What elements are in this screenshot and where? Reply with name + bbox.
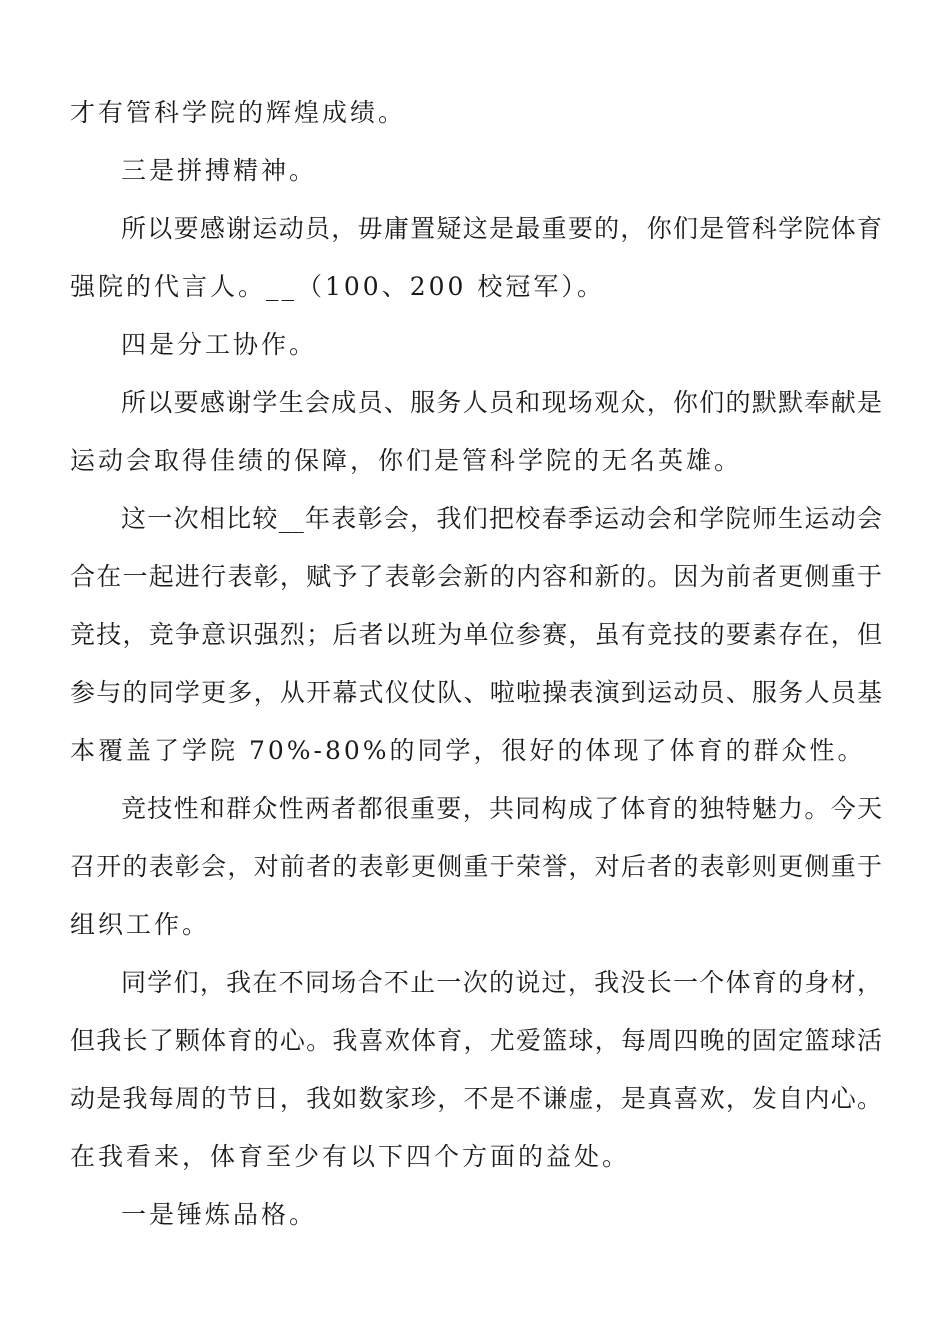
text-line: 本覆盖了学院 70%-80%的同学，很好的体现了体育的群众性。	[70, 736, 866, 765]
text-line: 这一次相比较__年表彰会，我们把校春季运动会和学院师生运动会	[121, 504, 882, 533]
text-line: 召开的表彰会，对前者的表彰更侧重于荣誉，对后者的表彰则更侧重于	[70, 852, 882, 881]
text-line: 但我长了颗体育的心。我喜欢体育，尤爱篮球，每周四晚的固定篮球活	[70, 1026, 882, 1055]
text-line: 动是我每周的节日，我如数家珍，不是不谦虚，是真喜欢，发自内心。	[70, 1084, 882, 1113]
text-line: 所以要感谢学生会成员、服务人员和现场观众，你们的默默奉献是	[121, 388, 882, 417]
text-line: 竞技，竞争意识强烈；后者以班为单位参赛，虽有竞技的要素存在，但	[70, 620, 882, 649]
section-heading: 三是拼搏精神。	[121, 156, 318, 185]
section-heading: 四是分工协作。	[121, 330, 318, 359]
text-line: 运动会取得佳绩的保障，你们是管科学院的无名英雄。	[70, 446, 743, 475]
text-line: 强院的代言人。__（100、200 校冠军）。	[70, 272, 605, 301]
text-line: 合在一起进行表彰，赋予了表彰会新的内容和新的。因为前者更侧重于	[70, 562, 882, 591]
text-line: 参与的同学更多，从开幕式仪仗队、啦啦操表演到运动员、服务人员基	[70, 678, 882, 707]
text-line: 才有管科学院的辉煌成绩。	[70, 98, 407, 127]
text-line: 竞技性和群众性两者都很重要，共同构成了体育的独特魅力。今天	[121, 794, 882, 823]
text-line: 在我看来，体育至少有以下四个方面的益处。	[70, 1142, 631, 1171]
text-line: 同学们，我在不同场合不止一次的说过，我没长一个体育的身材，	[121, 968, 882, 997]
text-line: 组织工作。	[70, 910, 211, 939]
section-heading: 一是锤炼品格。	[121, 1200, 318, 1229]
text-line: 所以要感谢运动员，毋庸置疑这是最重要的，你们是管科学院体育	[121, 214, 882, 243]
